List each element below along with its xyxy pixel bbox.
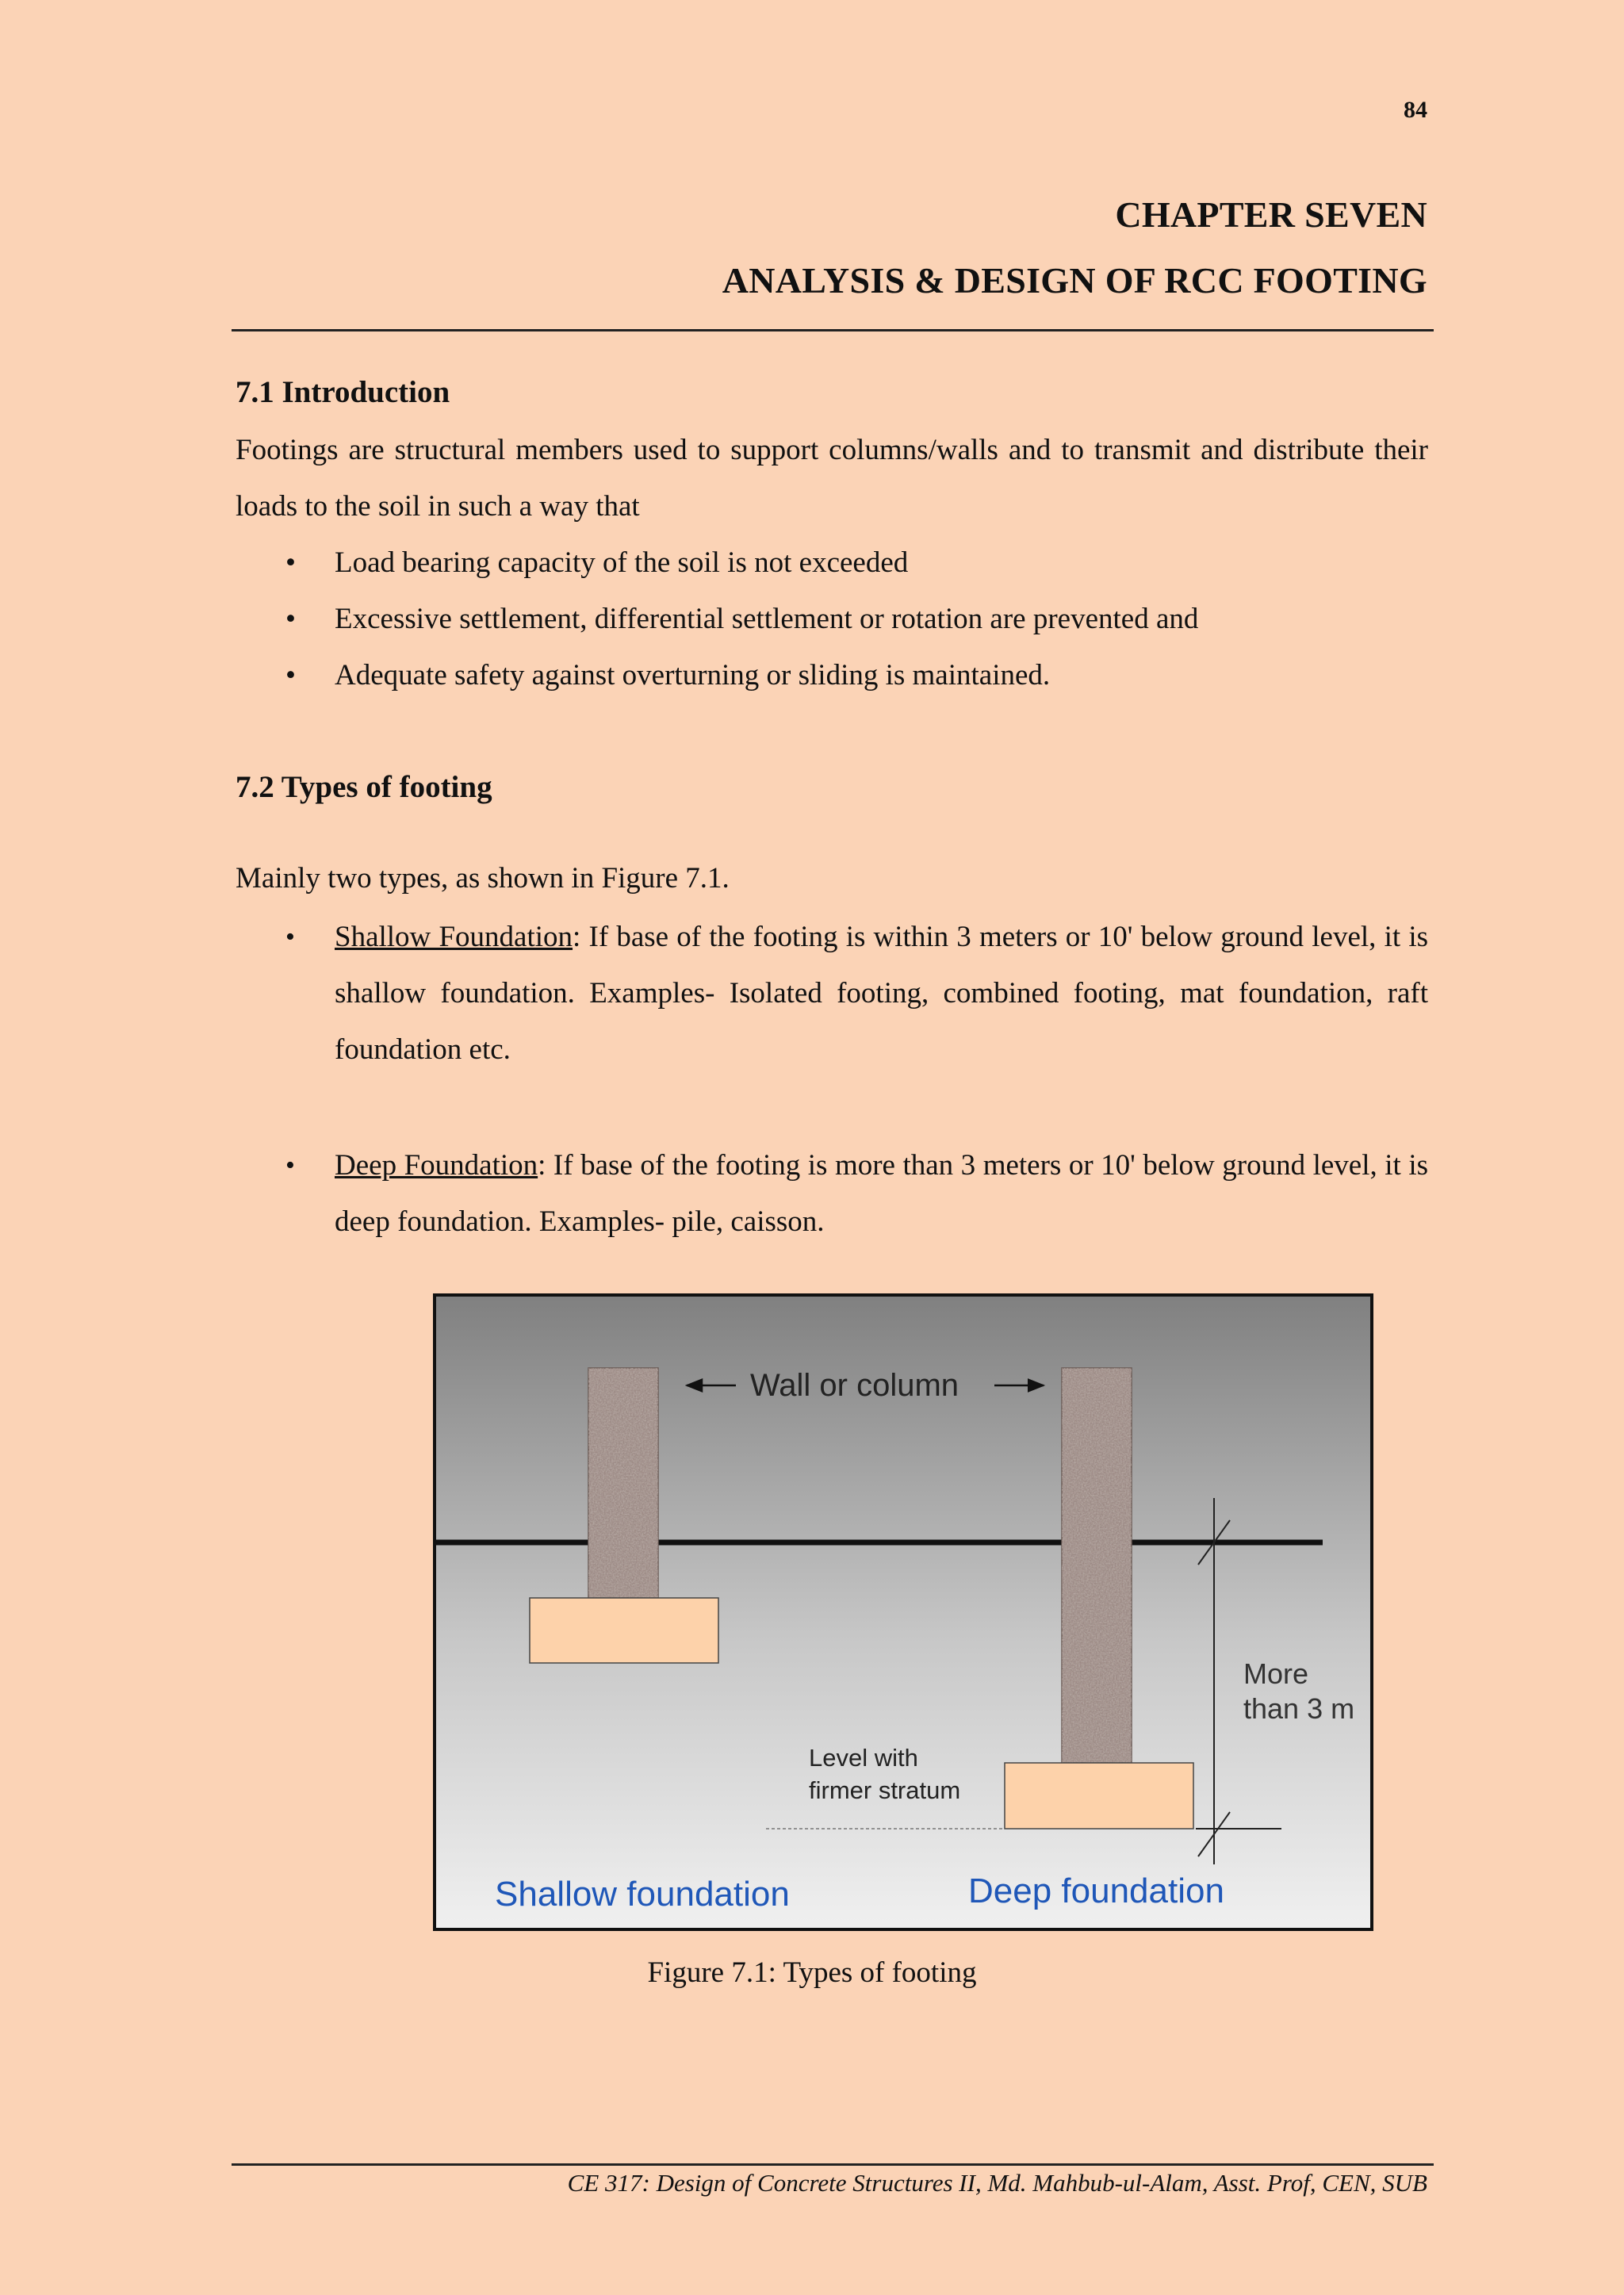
header-rule [232, 329, 1434, 331]
deep-description: : If base of the footing is more than 3 meters or 10' below ground level, it is deep foundation. Examples- pile, caisson. [335, 1149, 1428, 1238]
shallow-footing [530, 1598, 718, 1663]
figure-caption: Figure 7.1: Types of footing [647, 1956, 977, 1989]
types-intro: Mainly two types, as shown in Figure 7.1. [236, 862, 730, 895]
list-item-text: Load bearing capacity of the soil is not exceeded [335, 546, 909, 579]
intro-paragraph: Footings are structural members used to support columns/walls and to transmit and distribute their loads to the soil in such a way that [236, 434, 1428, 523]
deep-column [1062, 1368, 1132, 1763]
bullet-icon: • [285, 1151, 295, 1180]
footer-text: CE 317: Design of Concrete Structures II, Md. Mahbub-ul-Alam, Asst. Prof, CEN, SUB [567, 2169, 1427, 2197]
shallow-column [588, 1368, 658, 1598]
label-wall-or-column: Wall or column [750, 1368, 959, 1403]
footing-types-figure [433, 1293, 1373, 1931]
bullet-icon: • [285, 922, 295, 952]
list-item-text [335, 909, 1428, 1078]
footer-rule [232, 2163, 1434, 2166]
label-than-3m: than 3 m [1243, 1692, 1355, 1725]
list-item-shallow [285, 909, 1428, 1083]
section-heading-types: 7.2 Types of footing [236, 770, 492, 804]
bullet-icon: • [285, 546, 296, 579]
list-item-deep [285, 1137, 1428, 1256]
chapter-title: CHAPTER SEVEN [1115, 194, 1427, 235]
label-more: More [1243, 1657, 1309, 1690]
list-item-text: Excessive settlement, differential settlement or rotation are prevented and [335, 603, 1199, 635]
term-deep-foundation: Deep Foundation [335, 1149, 538, 1182]
page-number: 84 [1404, 97, 1427, 123]
deep-footing [1005, 1763, 1193, 1829]
chapter-subtitle: ANALYSIS & DESIGN OF RCC FOOTING [722, 260, 1427, 301]
section-heading-introduction: 7.1 Introduction [236, 375, 450, 409]
bullet-icon: • [285, 659, 296, 692]
label-level-with: Level with [809, 1744, 918, 1772]
bullet-icon: • [285, 603, 296, 635]
label-firmer-stratum: firmer stratum [809, 1776, 961, 1804]
term-shallow-foundation: Shallow Foundation [335, 921, 573, 953]
shallow-description: : If base of the footing is within 3 meters or 10' below ground level, it is shallow foundation. Examples- Isolated footing, combined footing, mat foundation, raft foundation etc. [335, 921, 1429, 1066]
list-item-text [335, 1137, 1428, 1250]
label-shallow-foundation: Shallow foundation [495, 1875, 790, 1914]
list-item-text: Adequate safety against overturning or sliding is maintained. [335, 659, 1051, 692]
label-deep-foundation: Deep foundation [968, 1872, 1224, 1910]
